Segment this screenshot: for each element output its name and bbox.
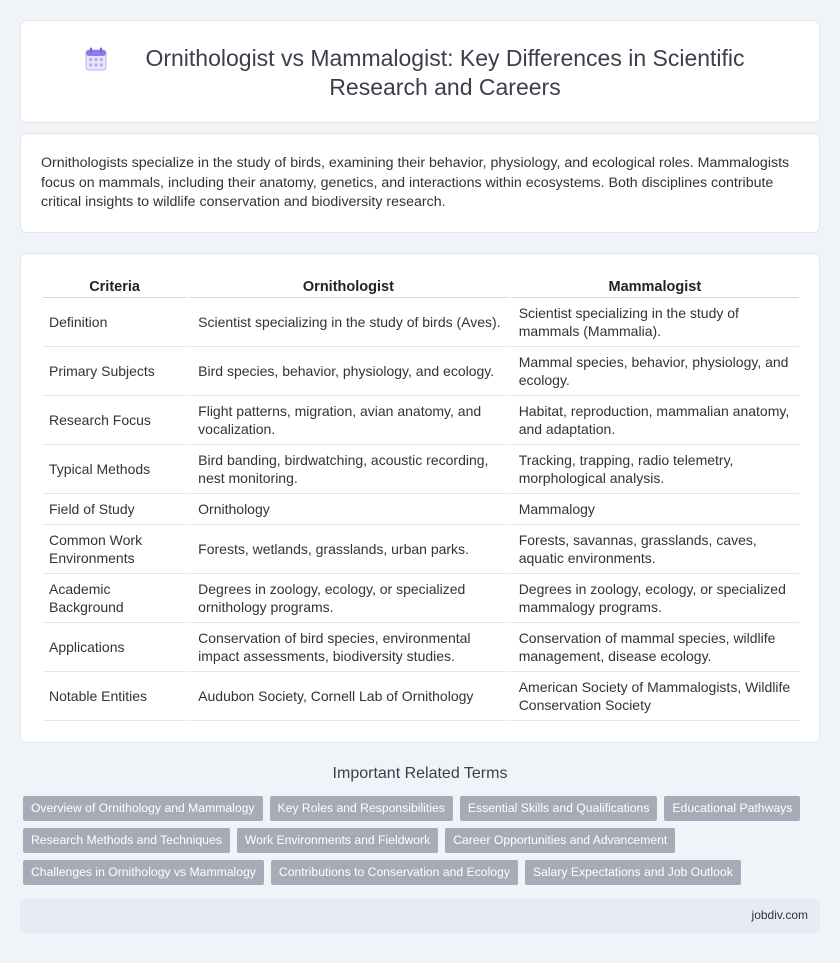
- header-criteria: Criteria: [43, 276, 190, 298]
- cell-ornithologist: Conservation of bird species, environmental impact assessments, biodiversity studies.: [190, 623, 511, 672]
- header-card: [20, 20, 820, 123]
- cell-mammalogist: Tracking, trapping, radio telemetry, morphological analysis.: [511, 445, 799, 494]
- cell-ornithologist: Forests, wetlands, grasslands, urban parks.: [190, 525, 511, 574]
- page-title: Ornithologist vs Mammalogist: Key Differences in Scientific Research and Careers: [145, 45, 745, 100]
- cell-mammalogist: Habitat, reproduction, mammalian anatomy, and adaptation.: [511, 396, 799, 445]
- cell-ornithologist: Flight patterns, migration, avian anatomy, and vocalization.: [190, 396, 511, 445]
- cell-criteria: Definition: [43, 298, 190, 347]
- related-term-tag[interactable]: Essential Skills and Qualifications: [460, 796, 658, 821]
- cell-criteria: Research Focus: [43, 396, 190, 445]
- related-term-tag[interactable]: Challenges in Ornithology vs Mammalogy: [23, 860, 264, 885]
- cell-criteria: Applications: [43, 623, 190, 672]
- intro-text: Ornithologists specialize in the study of birds, examining their behavior, physiology, and ecological roles. Mammalogists focus on mammals, including their anatomy, genetics, and interactions within ecosystems. Both disciplines contribute critical insights to wildlife conservation and biodiversity research.: [41, 155, 790, 210]
- related-term-tag[interactable]: Key Roles and Responsibilities: [270, 796, 453, 821]
- cell-ornithologist: Bird banding, birdwatching, acoustic recording, nest monitoring.: [190, 445, 511, 494]
- cell-mammalogist: Degrees in zoology, ecology, or specialized mammalogy programs.: [511, 574, 799, 623]
- footer-bar: [20, 899, 820, 933]
- related-term-tag[interactable]: Work Environments and Fieldwork: [237, 828, 438, 853]
- cell-mammalogist: Mammalogy: [511, 494, 799, 525]
- cell-criteria: Typical Methods: [43, 445, 190, 494]
- cell-criteria: Field of Study: [43, 494, 190, 525]
- cell-mammalogist: Forests, savannas, grasslands, caves, aquatic environments.: [511, 525, 799, 574]
- cell-ornithologist: Degrees in zoology, ecology, or specialized ornithology programs.: [190, 574, 511, 623]
- related-term-tag[interactable]: Contributions to Conservation and Ecology: [271, 860, 518, 885]
- cell-criteria: Notable Entities: [43, 672, 190, 721]
- header-mammalogist: Mammalogist: [511, 276, 799, 298]
- header-ornithologist: Ornithologist: [190, 276, 511, 298]
- cell-mammalogist: Mammal species, behavior, physiology, and ecology.: [511, 347, 799, 396]
- table-row: [43, 494, 799, 525]
- cell-ornithologist: Ornithology: [190, 494, 511, 525]
- cell-mammalogist: American Society of Mammalogists, Wildlife Conservation Society: [511, 672, 799, 721]
- table-row: [43, 672, 799, 721]
- table-row: [43, 445, 799, 494]
- related-term-tag[interactable]: Educational Pathways: [664, 796, 800, 821]
- comparison-table: [43, 276, 799, 721]
- table-row: [43, 574, 799, 623]
- cell-ornithologist: Audubon Society, Cornell Lab of Ornithology: [190, 672, 511, 721]
- related-term-tag[interactable]: Salary Expectations and Job Outlook: [525, 860, 741, 885]
- cell-criteria: Primary Subjects: [43, 347, 190, 396]
- cell-ornithologist: Scientist specializing in the study of birds (Aves).: [190, 298, 511, 347]
- cell-mammalogist: Scientist specializing in the study of mammals (Mammalia).: [511, 298, 799, 347]
- related-term-tag[interactable]: Research Methods and Techniques: [23, 828, 230, 853]
- related-term-tag[interactable]: Overview of Ornithology and Mammalogy: [23, 796, 263, 821]
- table-row: [43, 298, 799, 347]
- table-row: [43, 525, 799, 574]
- related-terms-title: Important Related Terms: [332, 765, 508, 782]
- cell-mammalogist: Conservation of mammal species, wildlife management, disease ecology.: [511, 623, 799, 672]
- cell-criteria: Academic Background: [43, 574, 190, 623]
- cell-criteria: Common Work Environments: [43, 525, 190, 574]
- footer-site-link[interactable]: jobdiv.com: [751, 908, 808, 922]
- comparison-table-card: [20, 253, 820, 743]
- table-row: [43, 623, 799, 672]
- table-header-row: [43, 276, 799, 298]
- related-term-tag[interactable]: Career Opportunities and Advancement: [445, 828, 675, 853]
- intro-card: [20, 133, 820, 233]
- table-row: [43, 396, 799, 445]
- table-row: [43, 347, 799, 396]
- related-terms-tags: [23, 796, 813, 885]
- cell-ornithologist: Bird species, behavior, physiology, and ecology.: [190, 347, 511, 396]
